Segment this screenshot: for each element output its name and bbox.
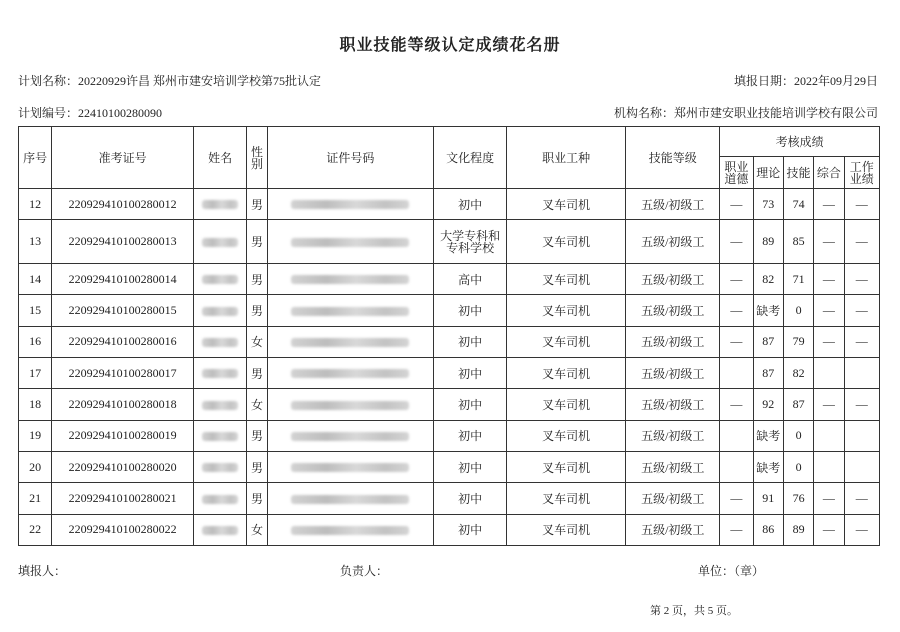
row-skill: 85: [783, 220, 813, 264]
row-gender: 男: [247, 189, 267, 220]
row-skill-level: 五级/初级工: [626, 263, 720, 294]
row-skill: 0: [783, 420, 813, 451]
redacted-block: [291, 495, 409, 504]
row-gender: 男: [247, 420, 267, 451]
row-exam-number: 220929410100280019: [52, 420, 193, 451]
row-id-number-redacted: [267, 420, 434, 451]
row-occupation: 叉车司机: [507, 326, 626, 357]
row-skill-level: 五级/初级工: [626, 420, 720, 451]
header-skill-level: 技能等级: [626, 127, 720, 189]
row-occupation: 叉车司机: [507, 451, 626, 482]
row-ethics: —: [720, 220, 753, 264]
row-seq: 12: [19, 189, 52, 220]
row-exam-number: 220929410100280015: [52, 295, 193, 326]
row-ethics: —: [720, 263, 753, 294]
redacted-block: [202, 401, 238, 410]
redacted-block: [202, 526, 238, 535]
organization: [614, 104, 878, 121]
row-ethics: —: [720, 189, 753, 220]
row-gender: 女: [247, 326, 267, 357]
row-seq: 15: [19, 295, 52, 326]
row-skill: 82: [783, 357, 813, 388]
row-seq: 22: [19, 514, 52, 545]
row-work: —: [844, 514, 879, 545]
row-work: [844, 451, 879, 482]
row-id-number-redacted: [267, 295, 434, 326]
row-exam-number: 220929410100280018: [52, 389, 193, 420]
row-exam-number: 220929410100280014: [52, 263, 193, 294]
row-occupation: 叉车司机: [507, 220, 626, 264]
redacted-block: [202, 200, 238, 209]
plan-number-label: 计划编号：: [18, 106, 79, 120]
row-id-number-redacted: [267, 514, 434, 545]
row-general: —: [814, 389, 844, 420]
row-ethics: [720, 420, 753, 451]
row-exam-number: 220929410100280022: [52, 514, 193, 545]
header-scores: 考核成绩: [720, 127, 880, 157]
header-ethics: 职业道德: [720, 157, 753, 189]
row-skill: 0: [783, 295, 813, 326]
row-theory: 87: [753, 326, 783, 357]
row-name-redacted: [193, 420, 247, 451]
header-work: 工作业绩: [844, 157, 879, 189]
header-gender: 性别: [247, 127, 267, 189]
row-theory: 86: [753, 514, 783, 545]
row-skill: 76: [783, 483, 813, 514]
row-ethics: —: [720, 514, 753, 545]
redacted-block: [291, 401, 409, 410]
row-general: [814, 357, 844, 388]
row-gender: 女: [247, 514, 267, 545]
row-skill-level: 五级/初级工: [626, 357, 720, 388]
row-work: —: [844, 189, 879, 220]
row-work: —: [844, 263, 879, 294]
table-row: [19, 357, 880, 388]
row-education: 初中: [434, 389, 507, 420]
plan-number-value: 22410100280090: [78, 106, 163, 120]
row-skill-level: 五级/初级工: [626, 483, 720, 514]
row-name-redacted: [193, 326, 247, 357]
row-seq: 19: [19, 420, 52, 451]
row-general: [814, 420, 844, 451]
filler-label: 填报人：: [18, 564, 67, 578]
row-seq: 20: [19, 451, 52, 482]
table-row: [19, 263, 880, 294]
row-name-redacted: [193, 514, 247, 545]
row-general: —: [814, 295, 844, 326]
row-exam-number: 220929410100280012: [52, 189, 193, 220]
row-seq: 16: [19, 326, 52, 357]
row-occupation: 叉车司机: [507, 357, 626, 388]
table-row: [19, 189, 880, 220]
row-occupation: 叉车司机: [507, 263, 626, 294]
row-skill-level: 五级/初级工: [626, 514, 720, 545]
redacted-block: [202, 238, 238, 247]
row-skill: 71: [783, 263, 813, 294]
header-occupation: 职业工种: [507, 127, 626, 189]
row-education: 初中: [434, 189, 507, 220]
redacted-block: [291, 526, 409, 535]
row-ethics: —: [720, 389, 753, 420]
row-id-number-redacted: [267, 451, 434, 482]
plan-name-label: 计划名称：: [18, 74, 79, 88]
row-occupation: 叉车司机: [507, 483, 626, 514]
row-ethics: —: [720, 326, 753, 357]
unit-stamp-label: 单位：（章）: [698, 564, 765, 578]
header-name: 姓名: [193, 127, 247, 189]
row-theory: 92: [753, 389, 783, 420]
row-work: —: [844, 483, 879, 514]
row-skill: 89: [783, 514, 813, 545]
row-education: 大学专科和专科学校: [434, 220, 507, 264]
redacted-block: [202, 338, 238, 347]
row-ethics: [720, 357, 753, 388]
row-name-redacted: [193, 451, 247, 482]
row-name-redacted: [193, 357, 247, 388]
row-skill: 74: [783, 189, 813, 220]
row-gender: 男: [247, 220, 267, 264]
redacted-block: [291, 238, 409, 247]
redacted-block: [291, 463, 409, 472]
row-exam-number: 220929410100280017: [52, 357, 193, 388]
header-education: 文化程度: [434, 127, 507, 189]
organization-value: 郑州市建安职业技能培训学校有限公司: [673, 106, 878, 120]
header-seq: 序号: [19, 127, 52, 189]
row-id-number-redacted: [267, 357, 434, 388]
row-education: 初中: [434, 295, 507, 326]
row-education: 高中: [434, 263, 507, 294]
table-row: [19, 326, 880, 357]
row-exam-number: 220929410100280021: [52, 483, 193, 514]
table-row: [19, 220, 880, 264]
redacted-block: [291, 200, 409, 209]
roster-table: [18, 126, 880, 546]
row-occupation: 叉车司机: [507, 389, 626, 420]
row-id-number-redacted: [267, 326, 434, 357]
row-name-redacted: [193, 389, 247, 420]
row-theory: 91: [753, 483, 783, 514]
row-education: 初中: [434, 357, 507, 388]
row-skill-level: 五级/初级工: [626, 451, 720, 482]
row-name-redacted: [193, 483, 247, 514]
row-theory: 82: [753, 263, 783, 294]
row-occupation: 叉车司机: [507, 514, 626, 545]
redacted-block: [291, 432, 409, 441]
redacted-block: [202, 275, 238, 284]
plan-name: [18, 72, 321, 89]
redacted-block: [202, 369, 238, 378]
row-gender: 男: [247, 483, 267, 514]
row-id-number-redacted: [267, 483, 434, 514]
row-theory: 87: [753, 357, 783, 388]
row-name-redacted: [193, 189, 247, 220]
responsible-label: 负责人：: [340, 564, 389, 578]
table-row: [19, 451, 880, 482]
row-work: —: [844, 389, 879, 420]
row-education: 初中: [434, 514, 507, 545]
row-ethics: [720, 451, 753, 482]
row-ethics: —: [720, 483, 753, 514]
row-general: —: [814, 263, 844, 294]
header-exam-number: 准考证号: [52, 127, 193, 189]
header-id-number: 证件号码: [267, 127, 434, 189]
table-row: [19, 295, 880, 326]
row-gender: 男: [247, 263, 267, 294]
header-general: 综合: [814, 157, 844, 189]
row-theory: 缺考: [753, 295, 783, 326]
redacted-block: [202, 495, 238, 504]
row-work: —: [844, 220, 879, 264]
row-occupation: 叉车司机: [507, 295, 626, 326]
fill-date: [734, 72, 878, 89]
table-row: [19, 420, 880, 451]
row-skill-level: 五级/初级工: [626, 326, 720, 357]
row-skill-level: 五级/初级工: [626, 295, 720, 326]
table-row: [19, 483, 880, 514]
row-gender: 男: [247, 295, 267, 326]
header-theory: 理论: [753, 157, 783, 189]
header-skill: 技能: [783, 157, 813, 189]
row-education: 初中: [434, 326, 507, 357]
row-general: —: [814, 189, 844, 220]
row-skill-level: 五级/初级工: [626, 389, 720, 420]
row-name-redacted: [193, 295, 247, 326]
fill-date-label: 填报日期：: [733, 74, 794, 88]
row-theory: 73: [753, 189, 783, 220]
plan-number: [18, 104, 162, 121]
row-theory: 89: [753, 220, 783, 264]
redacted-block: [291, 275, 409, 284]
row-id-number-redacted: [267, 189, 434, 220]
row-occupation: 叉车司机: [507, 420, 626, 451]
row-general: —: [814, 483, 844, 514]
row-skill: 87: [783, 389, 813, 420]
table-row: [19, 514, 880, 545]
row-general: —: [814, 220, 844, 264]
row-general: —: [814, 326, 844, 357]
row-general: [814, 451, 844, 482]
row-seq: 18: [19, 389, 52, 420]
row-skill: 79: [783, 326, 813, 357]
row-work: —: [844, 295, 879, 326]
row-seq: 17: [19, 357, 52, 388]
row-id-number-redacted: [267, 220, 434, 264]
row-work: —: [844, 326, 879, 357]
redacted-block: [291, 307, 409, 316]
row-theory: 缺考: [753, 420, 783, 451]
row-seq: 13: [19, 220, 52, 264]
row-education: 初中: [434, 420, 507, 451]
redacted-block: [291, 338, 409, 347]
redacted-block: [202, 463, 238, 472]
page-info: 第 2 页，共 5 页。: [650, 605, 738, 617]
row-skill-level: 五级/初级工: [626, 220, 720, 264]
organization-label: 机构名称：: [613, 106, 674, 120]
document-title: 职业技能等级认定成绩花名册: [339, 35, 561, 54]
row-gender: 女: [247, 389, 267, 420]
row-id-number-redacted: [267, 263, 434, 294]
row-general: —: [814, 514, 844, 545]
row-id-number-redacted: [267, 389, 434, 420]
redacted-block: [202, 307, 238, 316]
plan-name-value: 20220929许昌 郑州市建安培训学校第75批认定: [78, 74, 322, 88]
row-name-redacted: [193, 220, 247, 264]
row-exam-number: 220929410100280016: [52, 326, 193, 357]
row-name-redacted: [193, 263, 247, 294]
row-education: 初中: [434, 483, 507, 514]
row-theory: 缺考: [753, 451, 783, 482]
row-exam-number: 220929410100280020: [52, 451, 193, 482]
row-skill: 0: [783, 451, 813, 482]
row-work: [844, 357, 879, 388]
redacted-block: [202, 432, 238, 441]
row-exam-number: 220929410100280013: [52, 220, 193, 264]
row-seq: 21: [19, 483, 52, 514]
redacted-block: [291, 369, 409, 378]
table-row: [19, 389, 880, 420]
row-education: 初中: [434, 451, 507, 482]
row-gender: 男: [247, 357, 267, 388]
row-ethics: —: [720, 295, 753, 326]
fill-date-value: 2022年09月29日: [793, 74, 878, 88]
row-seq: 14: [19, 263, 52, 294]
row-gender: 男: [247, 451, 267, 482]
row-skill-level: 五级/初级工: [626, 189, 720, 220]
row-work: [844, 420, 879, 451]
row-occupation: 叉车司机: [507, 189, 626, 220]
